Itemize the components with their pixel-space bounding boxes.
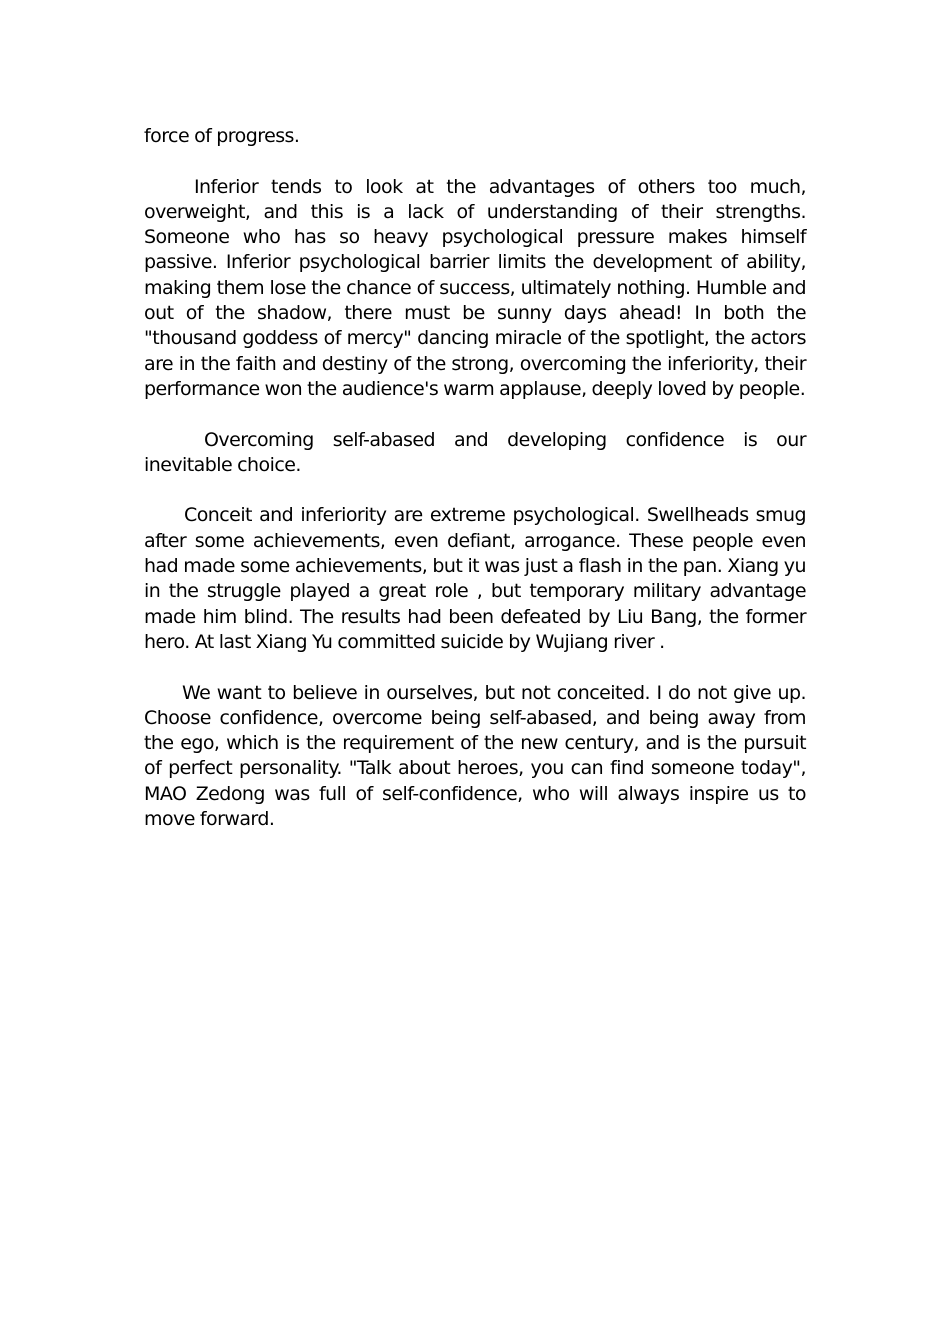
paragraph-inferiority: Inferior tends to look at the advantages of others too much, overweight, and this is a lack of understanding of their strengths. Someone who has so heavy psychological pressure makes himself passive. Inferior psychological barrier limits the development of ability, making them lose the chance of success, ultimately nothing. Humble and out of the shadow, there must be sunny days ahead! In both the "thousand goddess of mercy" dancing miracle of the spotlight, the actors are in the faith and destiny of the strong, overcoming the inferiority, their performance won the audience's warm applause, deeply loved by people. bbox=[144, 175, 806, 400]
paragraph-conclusion: We want to believe in ourselves, but not conceited. I do not give up. Choose confidence, overcome being self-abased, and being away from the ego, which is the requirement of the new century, and is the pursuit of perfect personality. "Talk about heroes, you can find someone today", MAO Zedong was full of self-confidence, who will always inspire us to move forward. bbox=[144, 681, 806, 831]
paragraph-continuation: force of progress. bbox=[144, 125, 300, 147]
paragraph-overcoming: Overcoming self-abased and developing confidence is our inevitable choice. bbox=[144, 428, 806, 476]
paragraph-conceit: Conceit and inferiority are extreme psychological. Swellheads smug after some achievements, even defiant, arrogance. These people even had made some achievements, but it was just a flash in the pan. Xiang yu in the struggle played a great role , but temporary military advantage made him blind. The results had been defeated by Liu Bang, the former hero. At last Xiang Yu committed suicide by Wujiang river . bbox=[144, 504, 806, 653]
body-text bbox=[144, 124, 806, 858]
